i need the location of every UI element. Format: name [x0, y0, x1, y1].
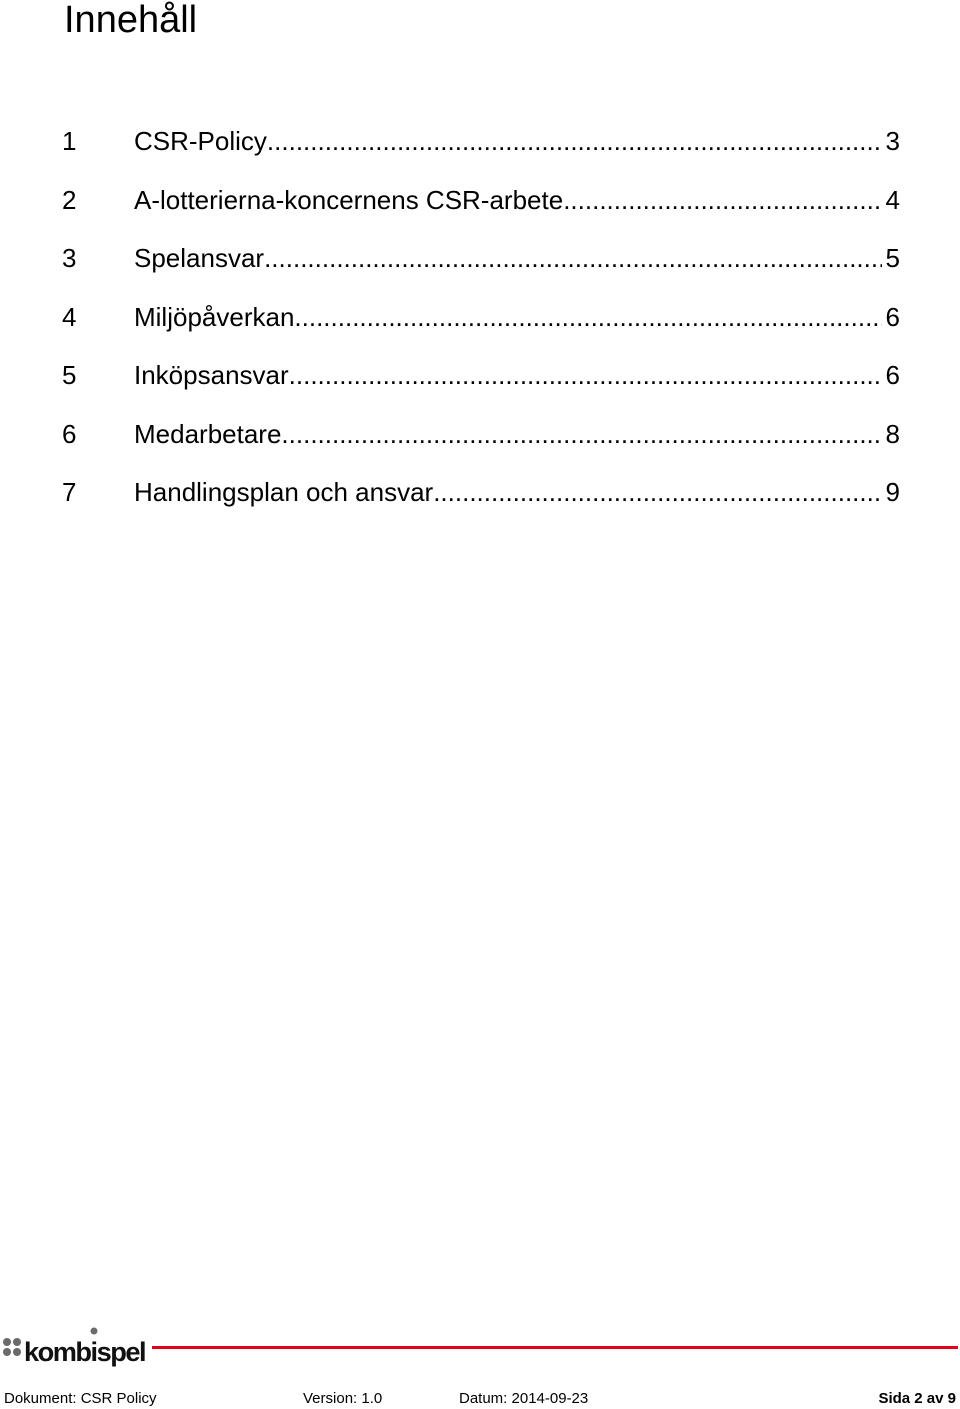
toc-entry-5[interactable]	[62, 357, 900, 416]
toc-entry-1[interactable]	[62, 123, 900, 182]
toc-page-number: 4	[885, 184, 900, 215]
toc-number: 5	[62, 360, 77, 390]
toc-leader-dots	[433, 474, 881, 510]
toc-leader-dots	[264, 240, 881, 276]
toc-number: 7	[62, 477, 77, 507]
toc-page-number: 3	[885, 126, 900, 156]
table-of-contents	[62, 123, 900, 533]
toc-title: A-lotterierna-koncernens CSR-arbete	[134, 184, 564, 215]
page-footer	[0, 1389, 960, 1409]
toc-number: 3	[62, 243, 77, 273]
toc-title: Spelansvar	[134, 243, 265, 273]
footer-date: Datum: 2014-09-23	[459, 1390, 589, 1407]
footer-document: Dokument: CSR Policy	[4, 1390, 157, 1407]
toc-entry-2[interactable]	[62, 182, 900, 241]
toc-number: 4	[62, 301, 77, 332]
svg-text:kombispel: kombispel	[24, 1337, 145, 1367]
toc-entry-6[interactable]	[62, 416, 900, 475]
toc-number: 1	[62, 126, 77, 156]
toc-title: CSR-Policy	[134, 126, 267, 156]
footer-version: Version: 1.0	[303, 1390, 383, 1407]
toc-page-number: 9	[885, 477, 900, 507]
toc-title: Handlingsplan och ansvar	[134, 477, 434, 507]
toc-page-number: 5	[885, 243, 900, 273]
toc-entry-4[interactable]	[62, 299, 900, 358]
toc-entry-7[interactable]	[62, 474, 900, 533]
toc-leader-dots	[294, 299, 881, 335]
toc-leader-dots	[289, 357, 882, 393]
toc-title: Medarbetare	[134, 418, 282, 449]
toc-page-number: 8	[885, 418, 900, 449]
toc-number: 2	[62, 184, 77, 215]
footer-page-number: Sida 2 av 9	[878, 1390, 956, 1407]
toc-entry-3[interactable]	[62, 240, 900, 299]
toc-leader-dots	[281, 416, 881, 452]
toc-title: Miljöpåverkan	[134, 301, 295, 332]
page-title: Innehåll	[64, 0, 198, 41]
toc-page-number: 6	[885, 360, 900, 390]
toc-page-number: 6	[885, 301, 900, 332]
toc-title: Inköpsansvar	[134, 360, 289, 390]
toc-number: 6	[62, 418, 77, 449]
toc-leader-dots	[563, 182, 881, 218]
toc-leader-dots	[267, 123, 882, 159]
footer-divider	[152, 1346, 958, 1349]
